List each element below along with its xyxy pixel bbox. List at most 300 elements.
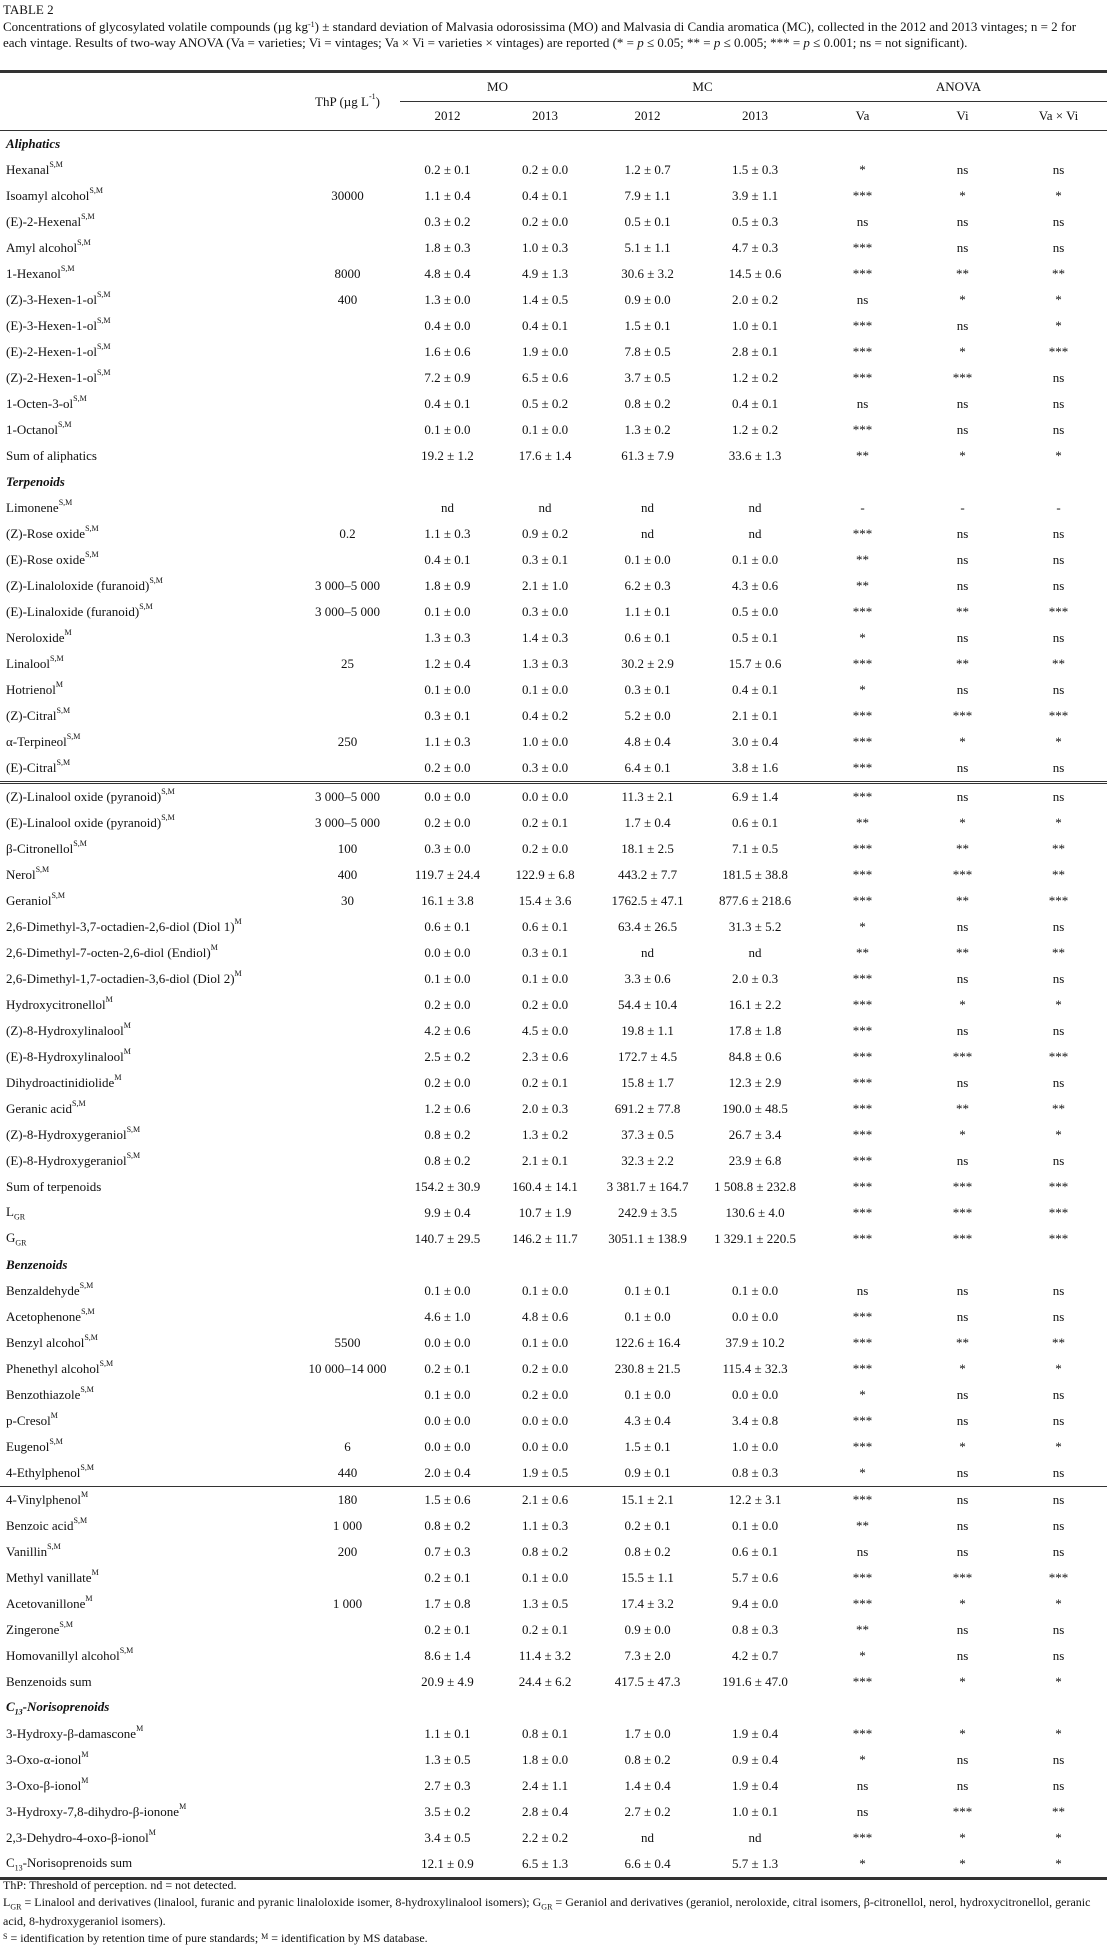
cell-mc-2012: 0.5 ± 0.1 [624,214,671,229]
section-title [0,131,1107,158]
cell-mc-2013: 1.0 ± 0.1 [731,1804,779,1819]
table-row [0,521,1107,547]
compound-name-text: (Z)-Linaloloxide (furanoid) [6,578,150,593]
identification-sup: S,M [51,891,66,900]
cell-mc-2013: 37.9 ± 10.2 [725,1335,785,1350]
identification-sup: S,M [96,342,111,351]
caption-p: p [637,34,644,50]
compound-name [0,417,295,443]
cell-thp [295,1096,400,1122]
cell-mc-2013: 17.8 ± 1.8 [728,1023,782,1038]
cell-mc-2012: 18.1 ± 2.5 [621,841,674,856]
cell-mc-2012: 0.1 ± 0.0 [624,1309,671,1324]
compound-name [0,365,295,391]
compound-name [0,1070,295,1096]
cell-va: ns [856,1544,869,1559]
cell-mo-2013: 4.9 ± 1.3 [521,266,569,281]
cell-vi: * [959,448,966,463]
compound-name [0,1643,295,1669]
cell-vaxvi: * [1055,734,1062,749]
cell-vi: ** [956,266,970,281]
cell-mo-2013: 4.5 ± 0.0 [521,1023,569,1038]
cell-mc-2012: 230.8 ± 21.5 [614,1361,681,1376]
cell-mc-2012: 6.2 ± 0.3 [624,578,671,593]
compound-name-text: Nerol [6,867,36,882]
cell-mc-2012: 1.2 ± 0.7 [624,162,671,177]
cell-mo-2012: 1.1 ± 0.1 [424,1726,471,1741]
cell-thp [295,1018,400,1044]
compound-name-text: 3-Hydroxy-7,8-dihydro-β-ionone [6,1804,180,1819]
cell-mo-2013: 0.0 ± 0.0 [521,1439,569,1454]
cell-vi: * [959,1726,966,1741]
cell-mo-2013: 2.8 ± 0.4 [521,1804,569,1819]
cell-va: ns [856,1778,869,1793]
table-row [0,1721,1107,1747]
table-caption [3,19,1103,50]
identification-sup: S,M [49,1437,63,1446]
cell-thp [295,703,400,729]
identification-sup: S,M [149,576,163,585]
cell-mc-2012: 417.5 ± 47.3 [614,1674,681,1689]
cell-mc-2012: 0.1 ± 0.0 [624,552,671,567]
cell-va: *** [852,893,873,908]
cell-thp [295,1747,400,1773]
cell-mc-2012: nd [641,526,655,541]
identification-sup: S,M [89,186,103,195]
table-row [0,1539,1107,1565]
cell-mo-2013: 2.1 ± 0.1 [521,1153,569,1168]
cell-thp [295,443,400,469]
table-row [0,417,1107,443]
cell-vi: ns [956,1778,969,1793]
cell-mo-2013: 0.1 ± 0.0 [521,682,569,697]
compound-name [0,1565,295,1591]
cell-va: ns [856,396,869,411]
cell-va: *** [852,1153,873,1168]
cell-mo-2012: 0.0 ± 0.0 [424,945,471,960]
cell-vi: * [959,344,966,359]
compound-name [0,1408,295,1434]
cell-mc-2013: 12.3 ± 2.9 [728,1075,782,1090]
cell-vi: ns [956,1752,969,1767]
compound-name [0,625,295,651]
compound-name-text: 4-Vinylphenol [6,1492,82,1507]
cell-vaxvi: ns [1052,422,1065,437]
cell-mc-2012: 691.2 ± 77.8 [614,1101,681,1116]
cell-mo-2013: 0.4 ± 0.1 [521,318,569,333]
cell-va: ns [856,214,869,229]
cell-thp [295,1825,400,1851]
compound-name [0,703,295,729]
cell-mo-2012: 0.3 ± 0.0 [424,841,471,856]
compound-name-text: (Z)-2-Hexen-1-ol [6,370,97,385]
cell-vi: ns [956,1387,969,1402]
compound-name-text: p-Cresol [6,1413,51,1428]
caption-text: ) ± standard deviation of Malvasia odorosissima (MO) and Malvasia di Candia aromatica (MC), collected in the 2012 and 2013 vintages; n = 2 for each vintage. Results of two-way ANOVA (Va = varieties; Vi = vintages; Va × Vi = varieties × vintages) are reported (* = [3,19,1077,50]
cell-vi: ns [956,1413,969,1428]
cell-vaxvi: ** [1052,841,1066,856]
cell-mc-2012: 5.2 ± 0.0 [624,708,671,723]
cell-vaxvi: ns [1052,578,1065,593]
compound-name [0,914,295,940]
footnote-thp: ThP: Threshold of perception. nd = not detected. [3,1878,237,1892]
compound-name-text: Benzyl alcohol [6,1335,85,1350]
cell-thp: 250 [337,734,358,749]
compound-name-text: Geranic acid [6,1101,73,1116]
header-thp-label: ThP (µg L [315,93,369,109]
cell-mo-2013: 15.4 ± 3.6 [518,893,572,908]
cell-va: *** [852,1127,873,1142]
cell-thp [295,1799,400,1825]
compound-name-text: 2,6-Dimethyl-3,7-octadien-2,6-diol (Diol 1) [6,919,235,934]
compound-name-text: Sum of terpenoids [6,1179,102,1194]
compound-name-text: 2,6-Dimethyl-7-octen-2,6-diol (Endiol) [6,945,211,960]
cell-mc-2013: 84.8 ± 0.6 [728,1049,782,1064]
cell-vaxvi: ns [1052,1413,1065,1428]
section-title-end: -Norisoprenoids [22,1699,110,1715]
compound-name [0,1356,295,1382]
compound-name-text: Acetophenone [6,1309,82,1324]
table-row [0,1330,1107,1356]
cell-mo-2013: 1.3 ± 0.3 [521,656,569,671]
table-row [0,287,1107,313]
cell-mc-2012: 15.8 ± 1.7 [621,1075,674,1090]
cell-mo-2013: 1.0 ± 0.3 [521,240,569,255]
cell-mo-2012: 2.5 ± 0.2 [424,1049,471,1064]
table-row [0,1382,1107,1408]
table-body [0,131,1107,1879]
identification-sup: M [123,1047,131,1056]
cell-thp: 3 000–5 000 [315,578,380,593]
cell-mo-2013: 0.2 ± 0.1 [521,1622,569,1637]
cell-mc-2012: 61.3 ± 7.9 [621,448,674,463]
cell-mc-2012: 3.7 ± 0.5 [624,370,671,385]
cell-vaxvi: *** [1048,1179,1069,1194]
cell-vi: ** [956,945,970,960]
cell-va: ** [856,1622,870,1637]
compound-name-text: (E)-2-Hexenal [6,214,82,229]
compound-name [0,966,295,992]
cell-mc-2012: 242.9 ± 3.5 [617,1205,678,1220]
footnote-identification [3,1931,1103,1946]
compound-name [0,992,295,1018]
identification-sup: M [55,680,63,689]
cell-thp [295,1148,400,1174]
cell-mo-2013: 2.1 ± 1.0 [521,578,569,593]
table-row [0,1565,1107,1591]
cell-mc-2013: 1.5 ± 0.3 [731,162,779,177]
table-row [0,1799,1107,1825]
cell-va: *** [852,1361,873,1376]
cell-mo-2012: 0.8 ± 0.2 [424,1153,471,1168]
cell-vaxvi: ns [1052,1778,1065,1793]
compound-name-text: (Z)-8-Hydroxylinalool [6,1023,124,1038]
compound-name [0,183,295,209]
compound-name [0,261,295,287]
header-thp-sup: -1 [368,91,376,101]
compound-name [0,783,295,811]
identification-sup: S,M [81,1307,95,1316]
cell-mc-2013: 5.7 ± 1.3 [700,1851,810,1879]
cell-vaxvi: * [1055,448,1062,463]
cell-vi: ns [956,919,969,934]
compound-name [0,755,295,783]
cell-mo-2013: 0.9 ± 0.2 [521,526,569,541]
compound-name-text: Sum of aliphatics [6,448,97,463]
footnotes [3,1878,1103,1948]
compound-name [0,729,295,755]
cell-thp [295,209,400,235]
cell-mc-2012: 0.8 ± 0.2 [624,396,671,411]
identification-sup: S,M [126,1125,141,1134]
cell-mc-2012: 1.7 ± 0.4 [624,815,671,830]
cell-vaxvi: * [1055,188,1062,203]
cell-va: *** [852,188,873,203]
cell-thp: 30000 [331,188,364,203]
table-row [0,235,1107,261]
cell-vi: *** [952,867,973,882]
compound-name [0,888,295,914]
cell-vaxvi: ** [1052,1335,1066,1350]
section-title-text: C [6,1699,15,1715]
caption-text: ≤ 0.005; *** = [720,34,804,50]
table-row [0,1200,1107,1226]
cell-mc-2013: 181.5 ± 38.8 [722,867,788,882]
section-title-sub: 13 [14,1707,23,1717]
cell-mo-2012: 0.2 ± 0.1 [424,162,471,177]
identification-sup: M [136,1724,144,1733]
cell-mc-2013: 1 329.1 ± 220.5 [714,1231,796,1246]
cell-mo-2013: 122.9 ± 6.8 [515,867,575,882]
cell-mc-2013: 1.2 ± 0.2 [731,370,779,385]
caption-p: p [803,34,810,50]
cell-thp [295,1174,400,1200]
cell-vi: ns [956,1153,969,1168]
cell-mo-2012: 0.2 ± 0.0 [424,1075,471,1090]
cell-mc-2013: nd [748,500,762,515]
cell-va: *** [852,318,873,333]
cell-va: *** [852,1205,873,1220]
cell-mc-2013: 7.1 ± 0.5 [731,841,779,856]
compound-name-text: 1-Octanol [6,422,58,437]
cell-thp: 400 [337,867,358,882]
cell-vi: ns [956,1465,969,1480]
cell-thp [295,1721,400,1747]
cell-va: *** [852,867,873,882]
table-row [0,495,1107,521]
compound-name-text: L [6,1204,14,1220]
compound-name [0,1148,295,1174]
identification-sup: S,M [58,498,73,507]
cell-va: * [859,162,866,177]
cell-mo-2013: 1.9 ± 0.5 [521,1465,569,1480]
cell-thp [295,1565,400,1591]
cell-vaxvi: ns [1052,760,1065,775]
cell-mo-2012: 0.4 ± 0.1 [424,552,471,567]
cell-vi: ns [956,240,969,255]
cell-vi: ns [915,1487,1010,1514]
cell-vaxvi: ns [1052,682,1065,697]
identification-sup: S,M [161,813,175,822]
cell-vaxvi: ns [1052,162,1065,177]
cell-thp [295,992,400,1018]
cell-mc-2012: 1.4 ± 0.4 [624,1778,671,1793]
cell-mo-2012: 1.8 ± 0.9 [424,578,471,593]
cell-mo-2013: 0.0 ± 0.0 [495,783,595,811]
cell-vi: ** [956,841,970,856]
cell-vi: *** [952,1231,973,1246]
cell-mc-2012: 1.5 ± 0.1 [624,1439,671,1454]
cell-vi: * [959,1596,966,1611]
cell-mc-2012: 7.3 ± 2.0 [624,1648,671,1663]
cell-va: ** [856,945,870,960]
cell-mc-2012: 0.8 ± 0.2 [624,1752,671,1767]
cell-vi: *** [952,1804,973,1819]
cell-mo-2012: 1.6 ± 0.6 [424,344,471,359]
cell-thp: 0.2 [339,526,356,541]
cell-vi: ** [956,1335,970,1350]
table-row [0,625,1107,651]
cell-vaxvi: ns [1052,1309,1065,1324]
table-row [0,1747,1107,1773]
compound-name-text: (E)-8-Hydroxygeraniol [6,1153,127,1168]
cell-mc-2012: 6.6 ± 0.4 [595,1851,700,1879]
cell-thp: 1 000 [332,1518,363,1533]
fn-sup: M [261,1932,269,1942]
cell-mc-2012: 37.3 ± 0.5 [621,1127,674,1142]
compound-name [0,810,295,836]
cell-vi: ns [956,318,969,333]
cell-mo-2012: 1.8 ± 0.3 [424,240,471,255]
cell-vaxvi: ns [1052,919,1065,934]
identification-sup: S,M [99,1359,114,1368]
compound-name-text: Hotrienol [6,682,56,697]
cell-mc-2012: 3 381.7 ± 164.7 [606,1179,689,1194]
cell-mo-2013: 0.3 ± 0.1 [521,945,569,960]
cell-mo-2012: 0.7 ± 0.3 [424,1544,471,1559]
cell-thp [295,495,400,521]
cell-vi: * [959,1361,966,1376]
cell-mo-2013: 1.3 ± 0.5 [521,1596,569,1611]
cell-vi: ns [956,971,969,986]
cell-mo-2013: 0.2 ± 0.1 [521,815,569,830]
cell-vi: *** [952,370,973,385]
cell-mo-2012: 4.8 ± 0.4 [424,266,471,281]
identification-sup: M [234,917,242,926]
table-row [0,940,1107,966]
cell-va: *** [810,1487,915,1514]
cell-vaxvi: ns [1052,1465,1065,1480]
compound-name [0,651,295,677]
cell-mo-2012: 9.9 ± 0.4 [424,1205,471,1220]
cell-mc-2013: 4.7 ± 0.3 [731,240,779,255]
cell-mo-2012: 1.7 ± 0.8 [424,1596,471,1611]
cell-vaxvi: ** [1052,945,1066,960]
table-row [0,1591,1107,1617]
cell-mc-2012: 1762.5 ± 47.1 [611,893,684,908]
cell-mc-2013: 1.0 ± 0.0 [731,1439,779,1454]
cell-vaxvi: ns [1010,1487,1107,1514]
cell-vaxvi: ns [1010,783,1107,811]
cell-mo-2012: 0.2 ± 0.0 [424,760,471,775]
cell-mo-2012: 0.4 ± 0.1 [424,396,471,411]
cell-mc-2012: 32.3 ± 2.2 [621,1153,674,1168]
cell-mo-2013: 0.2 ± 0.0 [521,214,569,229]
identification-sup: S,M [79,1281,94,1290]
cell-vi: *** [952,708,973,723]
table-row [0,1278,1107,1304]
identification-sup: S,M [126,1151,141,1160]
compound-name [0,573,295,599]
table-row [0,1434,1107,1460]
cell-mo-2013: 0.6 ± 0.1 [521,919,569,934]
cell-thp [295,1382,400,1408]
identification-sup: S,M [80,1463,94,1472]
cell-va: *** [852,604,873,619]
compound-name-text: Eugenol [6,1439,50,1454]
cell-thp [295,1408,400,1434]
cell-mc-2012: 3.3 ± 0.6 [624,971,671,986]
cell-mc-2012: 1.1 ± 0.1 [624,604,671,619]
cell-va: *** [852,266,873,281]
cell-mo-2012: 0.2 ± 0.0 [424,997,471,1012]
cell-vi: ns [956,396,969,411]
compound-name [0,1304,295,1330]
cell-va: ns [856,1283,869,1298]
identification-sup: S,M [50,654,64,663]
cell-mo-2012: 0.4 ± 0.0 [424,318,471,333]
cell-vaxvi: ** [1052,656,1066,671]
cell-mc-2013: 0.6 ± 0.1 [731,1544,779,1559]
cell-mc-2013: 1.2 ± 0.2 [731,422,779,437]
cell-vaxvi: ** [1052,1804,1066,1819]
cell-mo-2013: 1.1 ± 0.3 [521,1518,569,1533]
cell-thp [295,940,400,966]
cell-vi: ns [956,214,969,229]
cell-mo-2012: nd [441,500,454,515]
compound-name-text: Acetovanillone [6,1596,86,1611]
identification-sup: S,M [72,1099,86,1108]
cell-va: *** [852,971,873,986]
compound-name-text: Amyl alcohol [6,240,78,255]
cell-va: *** [852,240,873,255]
cell-mo-2012: 1.5 ± 0.6 [400,1487,495,1514]
cell-mo-2012: 0.0 ± 0.0 [424,1439,471,1454]
cell-mo-2012: 0.1 ± 0.0 [424,604,471,619]
header-mc-2012: 2012 [595,102,700,131]
footnote-lgr-ggr [3,1895,1103,1929]
cell-thp [295,313,400,339]
cell-vaxvi: ** [1052,867,1066,882]
cell-mo-2013: 6.5 ± 0.6 [521,370,569,385]
section-header-row [0,131,1107,158]
cell-mc-2013: 0.5 ± 0.0 [731,604,779,619]
cell-mc-2012: 1.7 ± 0.0 [624,1726,671,1741]
cell-thp [295,1122,400,1148]
cell-va: * [859,682,866,697]
cell-mc-2013: 23.9 ± 6.8 [728,1153,782,1168]
cell-vi: ns [956,1518,969,1533]
cell-mc-2013: 1.9 ± 0.4 [731,1778,779,1793]
table-row [0,992,1107,1018]
cell-mc-2012: 0.1 ± 0.0 [624,1387,671,1402]
cell-mo-2013: 1.0 ± 0.0 [521,734,569,749]
compound-name-text: (E)-8-Hydroxylinalool [6,1049,124,1064]
caption-text: ≤ 0.001; ns = not significant). [809,34,968,50]
cell-va: * [859,1387,866,1402]
compound-name-text: Limonene [6,500,59,515]
compound-name [0,940,295,966]
